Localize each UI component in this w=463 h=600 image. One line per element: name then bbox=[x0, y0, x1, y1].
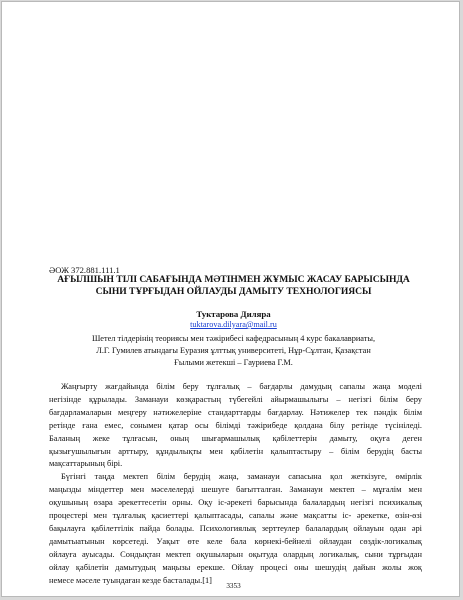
paragraph-line: негізінде құрылады. Заманауи көзқарастың түбегейлі айырмашылығы – негізгі білім беру bbox=[49, 394, 422, 404]
paragraph-line: дамытыатынын көрсетеді. Уақыт өте келе бала көрнекі-бейнелі ойлаудан сөздік-логикалық bbox=[49, 536, 422, 546]
paragraph-line: процестері мен тұлғалық қасиеттері қалыптасады, сапалы және мақсатты іс- әрекетке, өзін-өзі bbox=[49, 511, 422, 521]
paragraph-line: бақылауға қабілеттілік пайда болады. Психологиялық зерттеулер балалардың ойлауын одан әрі bbox=[49, 523, 422, 533]
article-body bbox=[49, 381, 422, 588]
author-name: Туктарова Диляра bbox=[196, 309, 271, 319]
title-line: АҒЫЛШЫН ТІЛІ САБАҒЫНДА МӘТІНМЕН ЖҰМЫС ЖАСАУ БАРЫСЫНДА bbox=[57, 274, 410, 285]
paragraph-line: ойлауға ауысады. Сондықтан мектеп оқушыларын оқытуда олардың логикалық, сыни тұрғыдан bbox=[49, 549, 422, 559]
paragraph-line: Бүгінгі таңда мектеп білім берудің жаңа, заманауи сапасына қол жеткізуге, өмірлік bbox=[61, 472, 422, 482]
paragraph-line: немесе мәселе туындаған кезде басталады.[1] bbox=[49, 575, 212, 585]
paragraph-line: ойлау қабілетін дамытудың маңызы ерекше. Ойлау процесі оны шешудің дайын жолы жоқ bbox=[49, 562, 422, 572]
article-title bbox=[42, 274, 425, 298]
paragraph-line: оқушының өзара әрекеттесетін орны. Оқу іс-әрекеті барысында балалардың негізгі психикалық bbox=[49, 498, 422, 508]
udc-code: ӘОЖ 372.881.111.1 bbox=[49, 265, 120, 275]
document-page bbox=[1, 1, 460, 597]
paragraph-line: Баланың жеке тұлғасын, оның шығармашылық қабілеттерін дамыту, оқуға деген bbox=[49, 433, 422, 443]
paragraph bbox=[49, 381, 422, 471]
paragraph-line: бағдарламаларын меңгеру нәтижелеріне стандарттарды бағдарлау. Нәтижелер тек пәндік білім bbox=[49, 407, 422, 417]
affiliation-line: Ғылыми жетекші – Гауриева Г.М. bbox=[174, 358, 293, 368]
affiliation-line: Л.Г. Гумилев атындағы Еуразия ұлттық университеті, Нұр-Сұлтан, Қазақстан bbox=[96, 346, 371, 356]
paragraph-line: ретінде ғана емес, сонымен қатар осы білімді тәжірибеде қолдана білу ретінде түсініледі. bbox=[49, 420, 422, 430]
affiliation bbox=[42, 333, 425, 370]
affiliation-line: Шетел тілдерінің теориясы мен тәжірибесі кафедрасының 4 курс бакалавриаты, bbox=[91, 334, 376, 343]
paragraph-line: мақсаттарының бірі. bbox=[49, 459, 123, 469]
title-line: СЫНИ ТҰРҒЫДАН ОЙЛАУДЫ ДАМЫТУ ТЕХНОЛОГИЯСЫ bbox=[95, 286, 372, 297]
page-number: 3353 bbox=[226, 582, 241, 590]
paragraph-line: Жаңғырту жағдайында білім беру тұлғалық – бағдарлы дамудың сапалы жаңа моделі bbox=[61, 382, 422, 391]
author-email-link[interactable]: tuktarova.dilyara@mail.ru bbox=[190, 320, 277, 329]
paragraph-line: маңызды міндеттер мен мәселелерді шешуге бағытталған. Заманауи мектеп – мұғалім мен bbox=[49, 485, 422, 495]
paragraph-line: қызығушылығын арттыру, құндылықты мен қабілетін қалыптастыру – білім берудің басты bbox=[49, 446, 422, 456]
paragraph bbox=[49, 471, 422, 587]
